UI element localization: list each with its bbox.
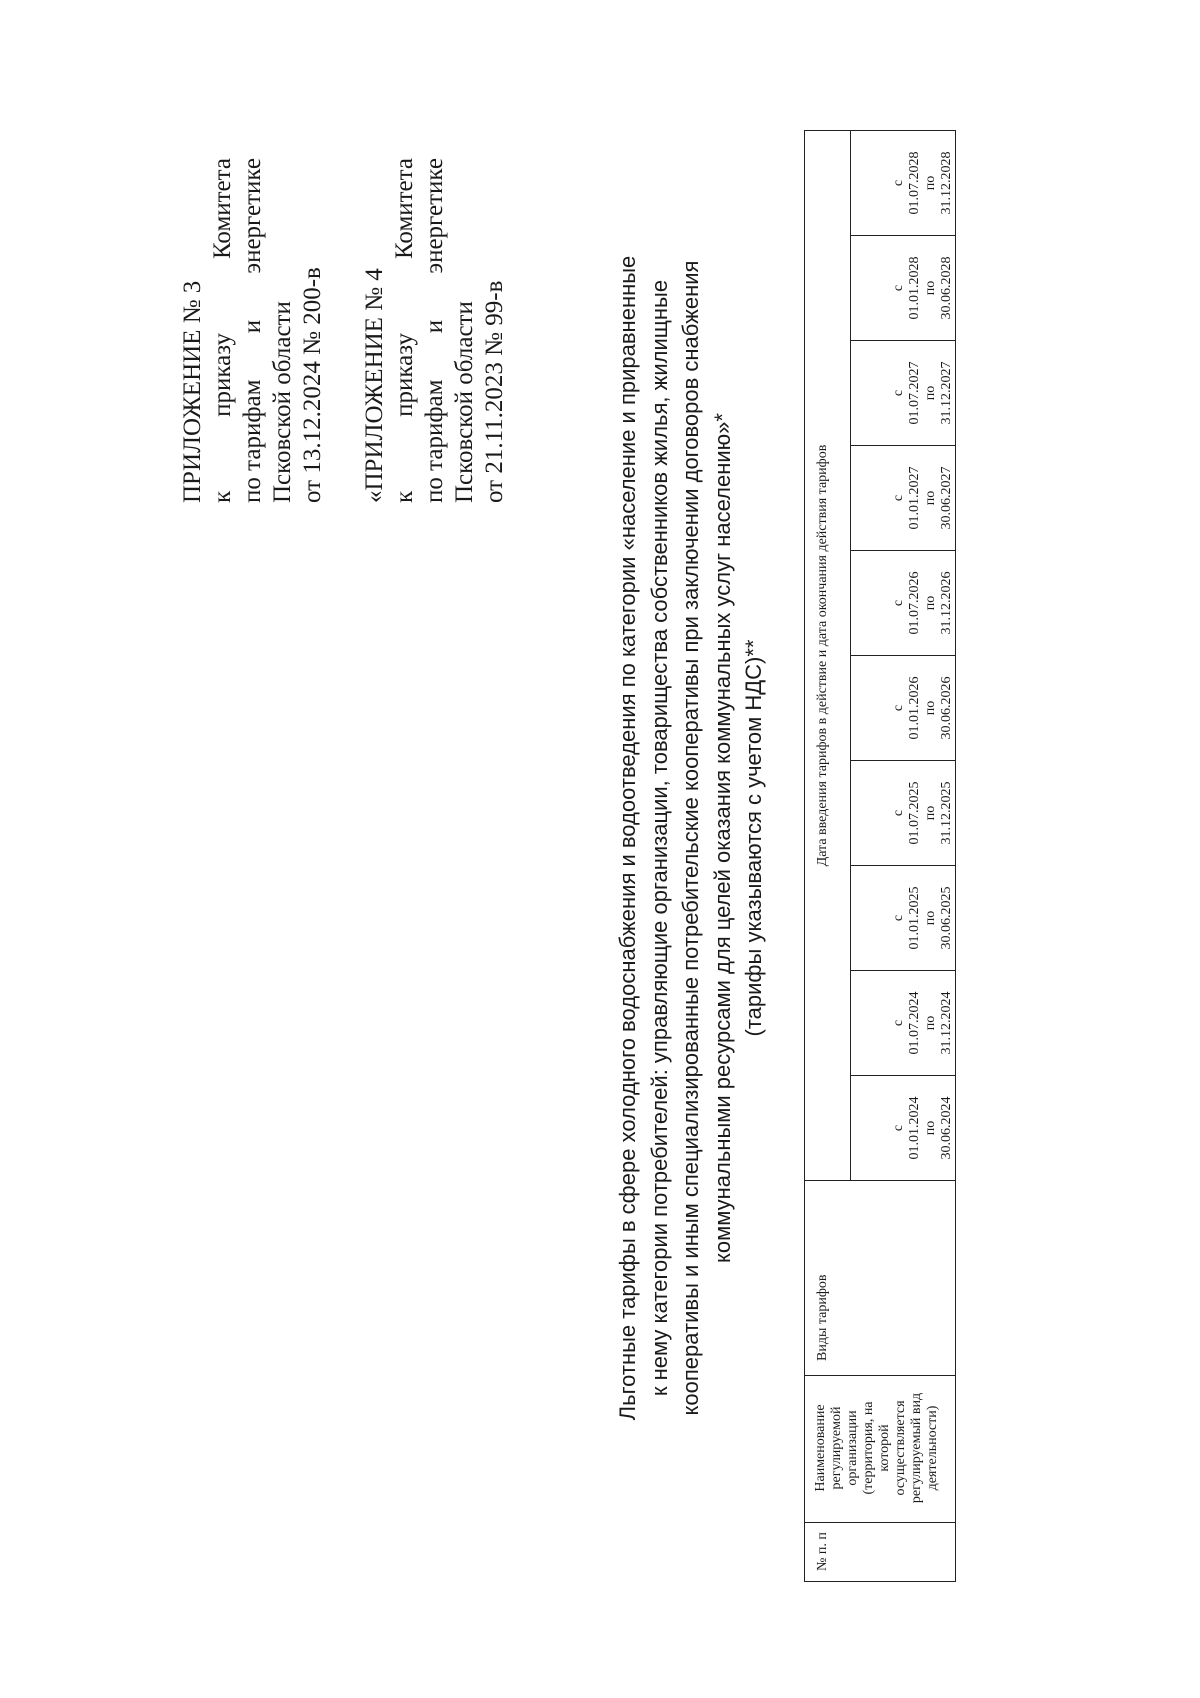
period-cell: с 01.07.2026 по 31.12.2026 bbox=[851, 551, 956, 656]
heading-line: коммунальными ресурсами для целей оказания коммунальных услуг населению»* bbox=[709, 413, 735, 1263]
heading-line: Льготные тарифы в сфере холодного водоснабжения и водоотведения по категории «население и приравненные bbox=[615, 255, 640, 1421]
table-header-row bbox=[805, 131, 851, 1582]
appendix-current-block bbox=[178, 143, 328, 503]
period-cell: с 01.01.2025 по 30.06.2025 bbox=[851, 866, 956, 971]
appendix-line-3: Псковской области bbox=[451, 301, 478, 503]
col-num-header: № п. п bbox=[805, 1523, 956, 1582]
appendix-line-1: к приказу Комитета bbox=[209, 158, 236, 503]
period-cell: с 01.07.2025 по 31.12.2025 bbox=[851, 761, 956, 866]
period-cell: с 01.01.2026 по 30.06.2026 bbox=[851, 656, 956, 761]
period-cell: с 01.07.2028 по 31.12.2028 bbox=[851, 131, 956, 236]
heading-line: кооперативы и иным специализированные потребительские кооперативы при заключении договоров снабжения bbox=[678, 260, 703, 1416]
col-name-header: Наименование регулируемой организации (территория, на которой осуществляется регулируемый вид деятельности) bbox=[805, 1376, 956, 1523]
appendix-line-1: к приказу Комитета bbox=[391, 158, 418, 503]
appendix-line-4: от 21.11.2023 № 99-в bbox=[481, 280, 508, 503]
appendix-line-3: Псковской области bbox=[269, 301, 296, 503]
col-kind-header: Виды тарифов bbox=[805, 1181, 956, 1376]
period-cell: с 01.01.2027 по 30.06.2027 bbox=[851, 446, 956, 551]
appendix-title: «ПРИЛОЖЕНИЕ № 4 bbox=[361, 268, 388, 503]
appendix-title: ПРИЛОЖЕНИЕ № 3 bbox=[179, 280, 206, 503]
heading-line: к нему категории потребителей: управляющие организации, товарищества собственников жилья, жилищные bbox=[646, 279, 672, 1397]
period-cell: с 01.07.2024 по 31.12.2024 bbox=[851, 971, 956, 1076]
heading-line: (тарифы указываются с учетом НДС)** bbox=[741, 639, 766, 1037]
period-cell: с 01.01.2024 по 30.06.2024 bbox=[851, 1076, 956, 1181]
date-span-header: Дата введения тарифов в действие и дата окончания действия тарифов bbox=[805, 131, 851, 1181]
appendix-line-2: по тарифам и энергетике bbox=[421, 158, 448, 503]
period-cell: с 01.07.2027 по 31.12.2027 bbox=[851, 341, 956, 446]
document-heading bbox=[612, 178, 770, 1498]
appendix-previous-block bbox=[360, 143, 510, 503]
appendix-line-4: от 13.12.2024 № 200-в bbox=[299, 267, 326, 503]
period-cell: с 01.01.2028 по 30.06.2028 bbox=[851, 236, 956, 341]
tariffs-table bbox=[804, 130, 956, 1582]
appendix-line-2: по тарифам и энергетике bbox=[239, 158, 266, 503]
